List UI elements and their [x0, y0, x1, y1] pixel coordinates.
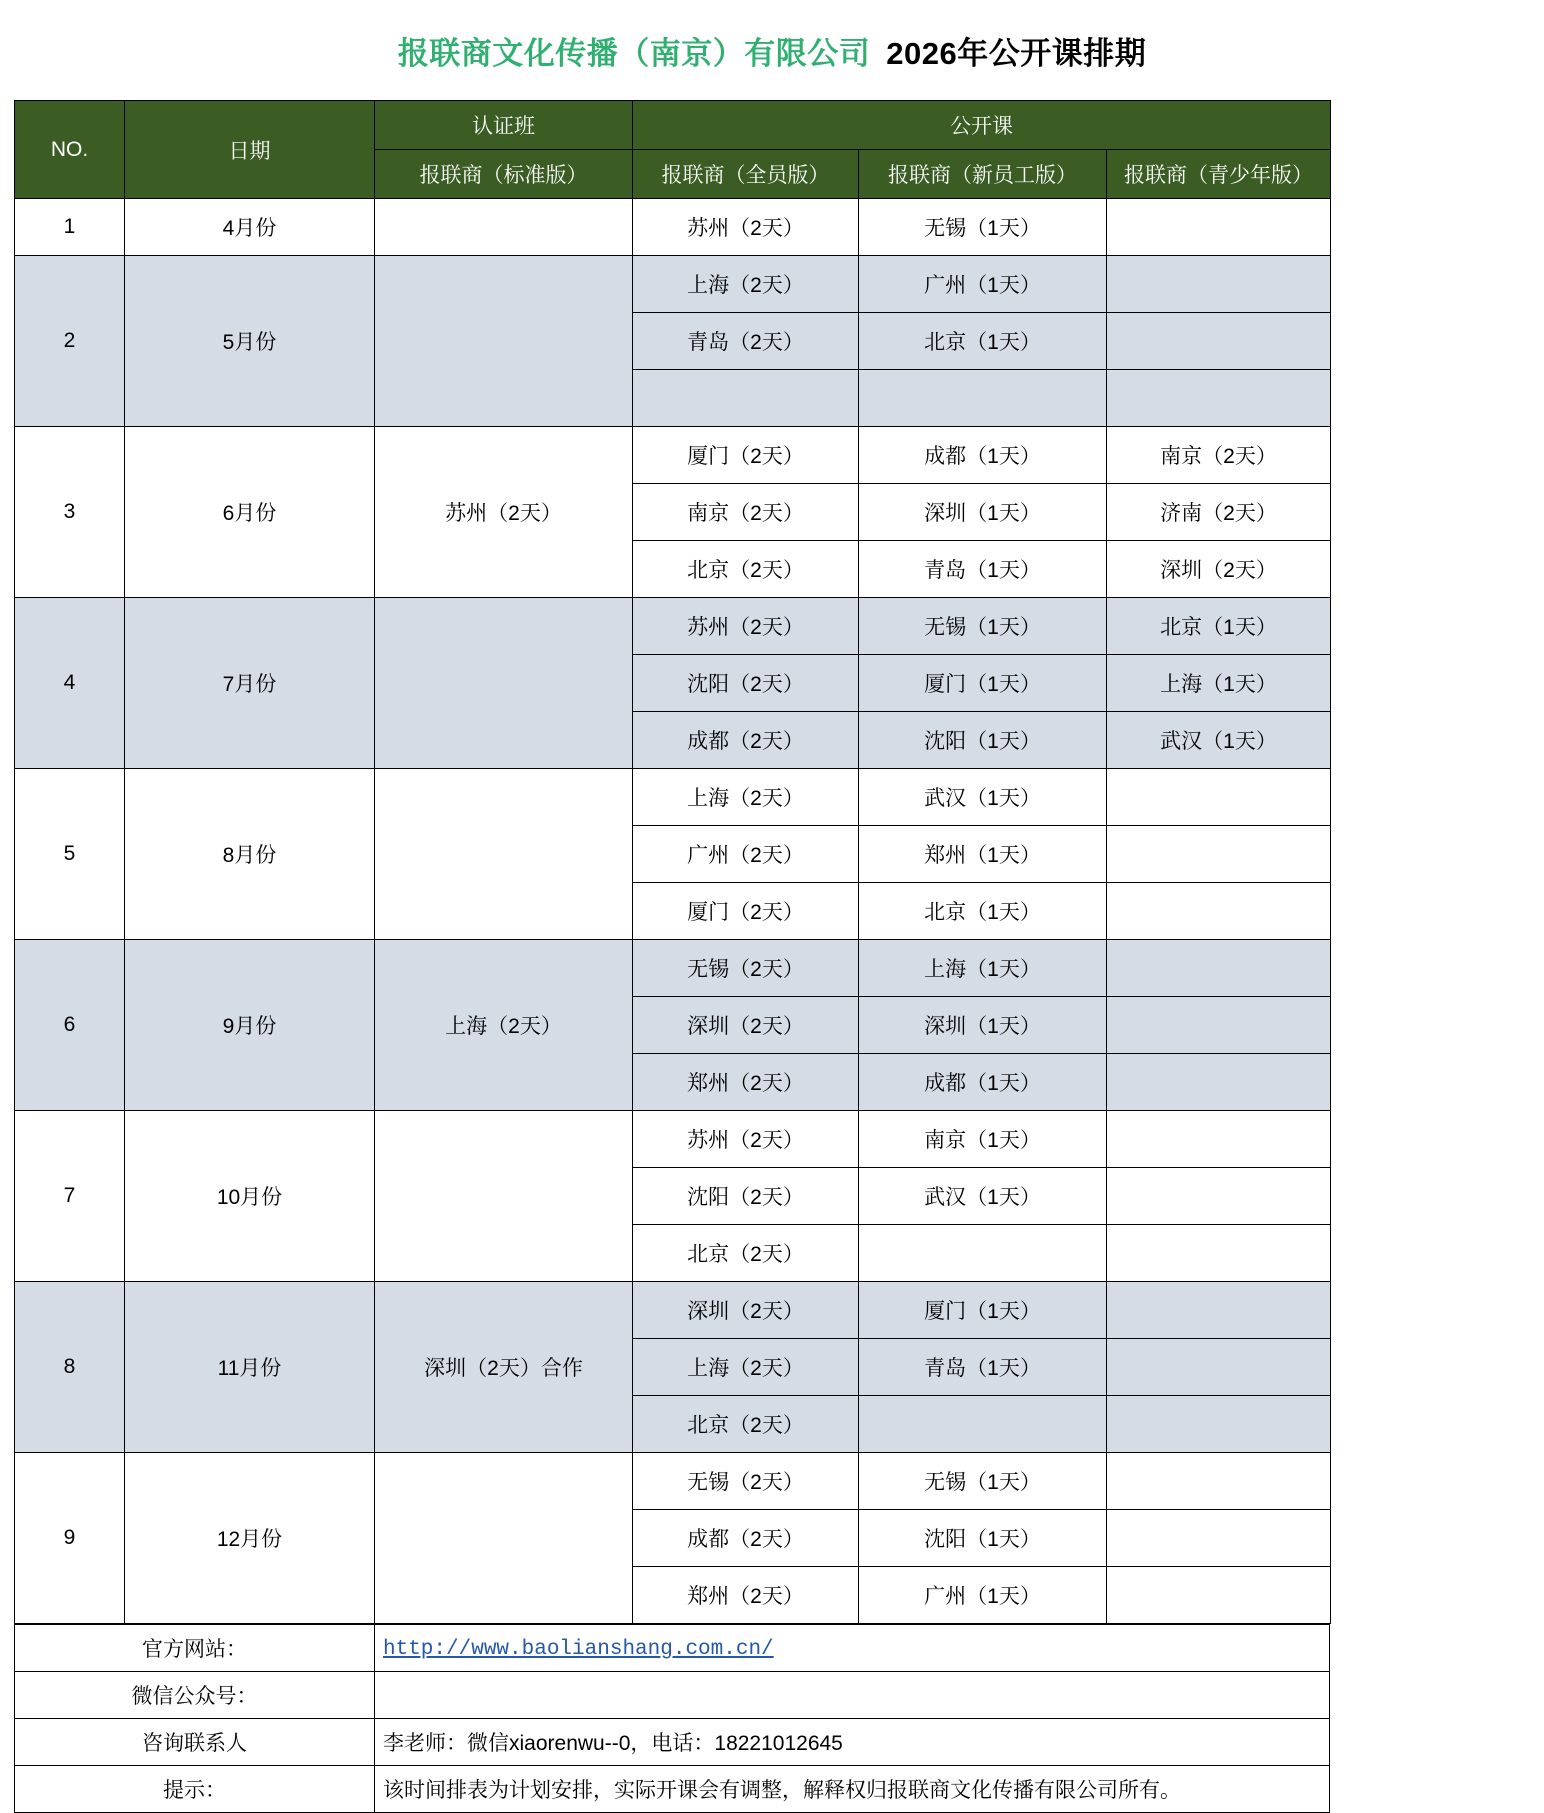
tip-value: 该时间排表为计划安排，实际开课会有调整，解释权归报联商文化传播有限公司所有。: [375, 1766, 1330, 1813]
title-subject: 2026年公开课排期: [886, 35, 1147, 71]
cell-cert-standard: 上海（2天）: [375, 940, 633, 1111]
table-row: [15, 199, 1331, 256]
header-cert-group: 认证班: [375, 101, 633, 150]
cell-new: 广州（1天）: [859, 1567, 1107, 1624]
cell-all: 无锡（2天）: [633, 940, 859, 997]
cell-all: 深圳（2天）: [633, 1282, 859, 1339]
cell-teen: [1107, 1339, 1331, 1396]
cell-all: 广州（2天）: [633, 826, 859, 883]
footer-row-tip: [15, 1766, 1330, 1813]
cell-new: 深圳（1天）: [859, 997, 1107, 1054]
website-link[interactable]: http://www.baolianshang.com.cn/: [383, 1637, 774, 1661]
footer-row-contact: [15, 1719, 1330, 1766]
header-cert-standard: 报联商（标准版）: [375, 150, 633, 199]
website-value-cell: [375, 1625, 1330, 1672]
cell-all: 苏州（2天）: [633, 598, 859, 655]
cell-teen: 南京（2天）: [1107, 427, 1331, 484]
cell-cert-standard: [375, 1453, 633, 1624]
cell-new: 厦门（1天）: [859, 655, 1107, 712]
cell-new: 北京（1天）: [859, 883, 1107, 940]
footer-row-wechat: [15, 1672, 1330, 1719]
cell-teen: [1107, 1225, 1331, 1282]
wechat-value: [375, 1672, 1330, 1719]
cell-all: 深圳（2天）: [633, 997, 859, 1054]
cell-teen: [1107, 1453, 1331, 1510]
cell-all: 上海（2天）: [633, 256, 859, 313]
cell-new: [859, 1396, 1107, 1453]
cell-teen: 北京（1天）: [1107, 598, 1331, 655]
page-title: [0, 0, 1544, 100]
table-header-row-1: [15, 101, 1331, 150]
cell-new: 无锡（1天）: [859, 598, 1107, 655]
cell-teen: [1107, 199, 1331, 256]
cell-date: 4月份: [125, 199, 375, 256]
cell-new: 武汉（1天）: [859, 1168, 1107, 1225]
cell-all: 青岛（2天）: [633, 313, 859, 370]
cell-cert-standard: 苏州（2天）: [375, 427, 633, 598]
cell-all: [633, 370, 859, 427]
tip-label: 提示：: [15, 1766, 375, 1813]
cell-date: 8月份: [125, 769, 375, 940]
cell-teen: [1107, 826, 1331, 883]
cell-teen: 武汉（1天）: [1107, 712, 1331, 769]
table-row: [15, 769, 1331, 826]
cell-no: 3: [15, 427, 125, 598]
cell-new: 成都（1天）: [859, 427, 1107, 484]
cell-new: 武汉（1天）: [859, 769, 1107, 826]
header-open-teen: 报联商（青少年版）: [1107, 150, 1331, 199]
header-date: 日期: [125, 101, 375, 199]
header-open-group: 公开课: [633, 101, 1331, 150]
cell-no: 9: [15, 1453, 125, 1624]
cell-new: 沈阳（1天）: [859, 1510, 1107, 1567]
cell-new: 广州（1天）: [859, 256, 1107, 313]
cell-date: 10月份: [125, 1111, 375, 1282]
cell-all: 苏州（2天）: [633, 199, 859, 256]
cell-new: 深圳（1天）: [859, 484, 1107, 541]
title-company: 报联商文化传播（南京）有限公司: [397, 35, 871, 71]
cell-all: 苏州（2天）: [633, 1111, 859, 1168]
cell-all: 成都（2天）: [633, 1510, 859, 1567]
cell-teen: 深圳（2天）: [1107, 541, 1331, 598]
cell-teen: [1107, 1054, 1331, 1111]
cell-all: 厦门（2天）: [633, 883, 859, 940]
cell-teen: [1107, 1510, 1331, 1567]
cell-all: 上海（2天）: [633, 769, 859, 826]
contact-value: 李老师：微信xiaorenwu--0，电话：18221012645: [375, 1719, 1330, 1766]
table-row: [15, 598, 1331, 655]
schedule-table: [14, 100, 1331, 1624]
cell-all: 沈阳（2天）: [633, 1168, 859, 1225]
cell-new: 郑州（1天）: [859, 826, 1107, 883]
cell-new: 无锡（1天）: [859, 1453, 1107, 1510]
cell-all: 北京（2天）: [633, 1225, 859, 1282]
cell-all: 无锡（2天）: [633, 1453, 859, 1510]
cell-new: 沈阳（1天）: [859, 712, 1107, 769]
cell-new: 无锡（1天）: [859, 199, 1107, 256]
cell-teen: 济南（2天）: [1107, 484, 1331, 541]
cell-teen: [1107, 883, 1331, 940]
cell-new: 成都（1天）: [859, 1054, 1107, 1111]
cell-all: 北京（2天）: [633, 1396, 859, 1453]
cell-teen: [1107, 1396, 1331, 1453]
cell-teen: [1107, 940, 1331, 997]
cell-teen: [1107, 1168, 1331, 1225]
cell-new: [859, 1225, 1107, 1282]
cell-date: 11月份: [125, 1282, 375, 1453]
table-header: [15, 101, 1331, 199]
header-open-all: 报联商（全员版）: [633, 150, 859, 199]
cell-date: 7月份: [125, 598, 375, 769]
cell-cert-standard: [375, 256, 633, 427]
table-row: [15, 256, 1331, 313]
cell-new: 上海（1天）: [859, 940, 1107, 997]
cell-all: 南京（2天）: [633, 484, 859, 541]
cell-new: 青岛（1天）: [859, 1339, 1107, 1396]
table-row: [15, 1111, 1331, 1168]
cell-cert-standard: 深圳（2天）合作: [375, 1282, 633, 1453]
cell-date: 12月份: [125, 1453, 375, 1624]
cell-all: 郑州（2天）: [633, 1054, 859, 1111]
cell-all: 成都（2天）: [633, 712, 859, 769]
cell-teen: [1107, 1111, 1331, 1168]
cell-new: 南京（1天）: [859, 1111, 1107, 1168]
cell-cert-standard: [375, 1111, 633, 1282]
header-open-new: 报联商（新员工版）: [859, 150, 1107, 199]
header-no: NO.: [15, 101, 125, 199]
cell-all: 厦门（2天）: [633, 427, 859, 484]
wechat-label: 微信公众号：: [15, 1672, 375, 1719]
cell-teen: [1107, 1567, 1331, 1624]
cell-cert-standard: [375, 199, 633, 256]
cell-teen: [1107, 313, 1331, 370]
cell-all: 上海（2天）: [633, 1339, 859, 1396]
cell-date: 9月份: [125, 940, 375, 1111]
cell-no: 8: [15, 1282, 125, 1453]
cell-no: 2: [15, 256, 125, 427]
cell-no: 6: [15, 940, 125, 1111]
footer-info-table: [14, 1624, 1330, 1813]
footer-row-website: [15, 1625, 1330, 1672]
cell-teen: [1107, 1282, 1331, 1339]
cell-all: 郑州（2天）: [633, 1567, 859, 1624]
cell-date: 5月份: [125, 256, 375, 427]
cell-teen: [1107, 769, 1331, 826]
table-body: [15, 199, 1331, 1624]
table-row: [15, 1453, 1331, 1510]
cell-all: 北京（2天）: [633, 541, 859, 598]
cell-teen: [1107, 370, 1331, 427]
cell-teen: [1107, 256, 1331, 313]
cell-teen: [1107, 997, 1331, 1054]
cell-cert-standard: [375, 598, 633, 769]
cell-no: 5: [15, 769, 125, 940]
cell-cert-standard: [375, 769, 633, 940]
cell-new: [859, 370, 1107, 427]
table-row: [15, 427, 1331, 484]
cell-no: 7: [15, 1111, 125, 1282]
cell-all: 沈阳（2天）: [633, 655, 859, 712]
cell-date: 6月份: [125, 427, 375, 598]
cell-new: 青岛（1天）: [859, 541, 1107, 598]
table-row: [15, 1282, 1331, 1339]
table-row: [15, 940, 1331, 997]
website-label: 官方网站：: [15, 1625, 375, 1672]
cell-teen: 上海（1天）: [1107, 655, 1331, 712]
cell-new: 北京（1天）: [859, 313, 1107, 370]
contact-label: 咨询联系人: [15, 1719, 375, 1766]
cell-no: 1: [15, 199, 125, 256]
cell-new: 厦门（1天）: [859, 1282, 1107, 1339]
cell-no: 4: [15, 598, 125, 769]
